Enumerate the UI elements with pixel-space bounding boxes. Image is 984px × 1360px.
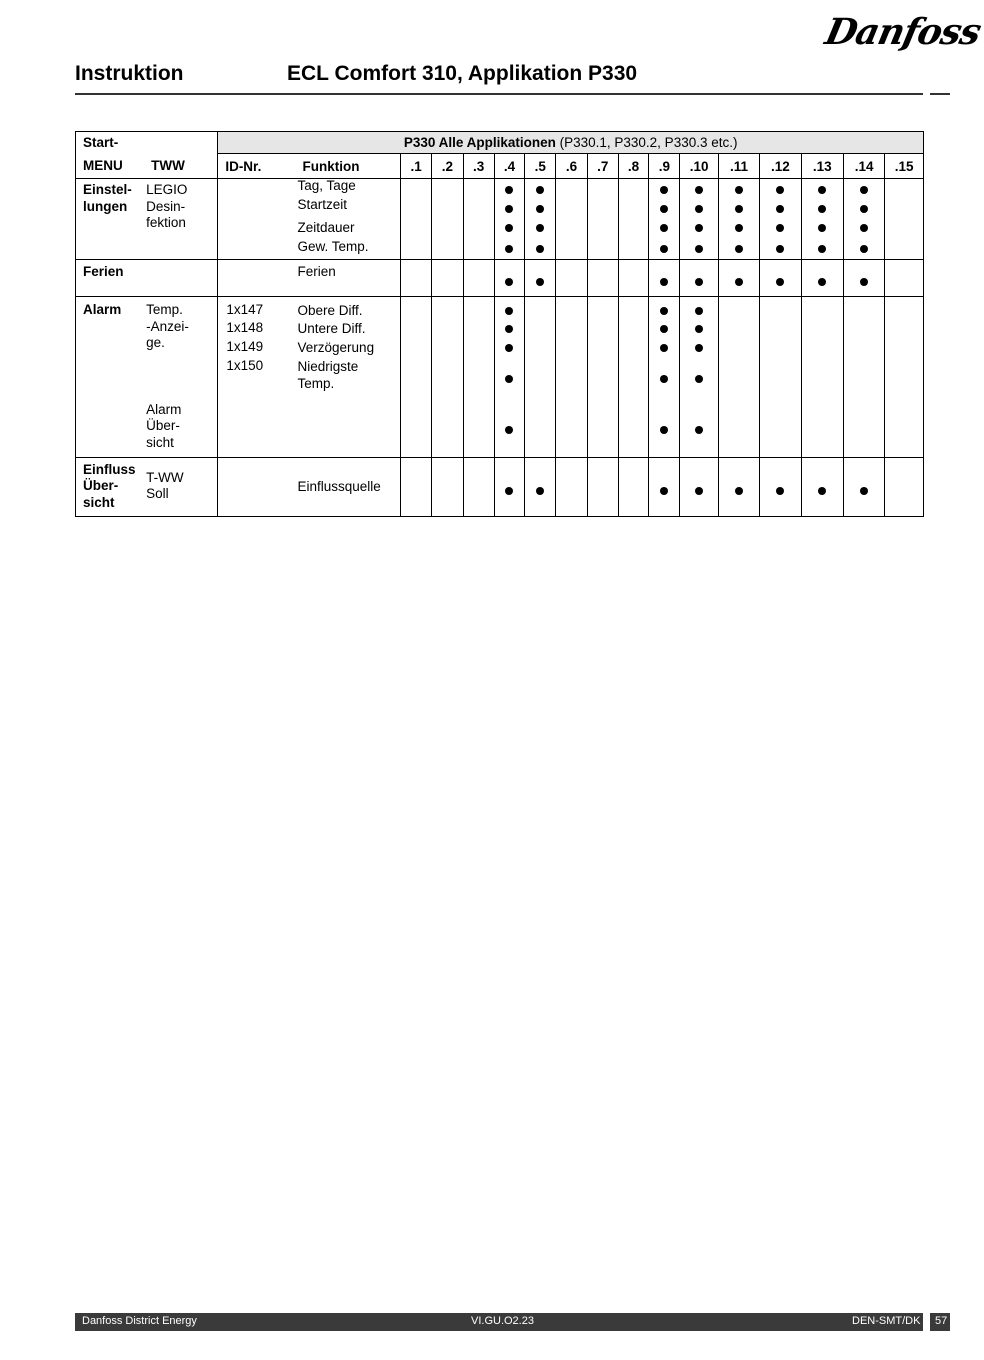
availability-dot <box>776 278 784 286</box>
tww-text: Soll <box>146 486 169 501</box>
availability-cell <box>494 458 524 517</box>
availability-cell <box>525 260 556 297</box>
availability-cell <box>463 179 494 260</box>
id-label: ID-Nr. <box>225 158 262 174</box>
tww-text: Temp. <box>146 302 183 317</box>
funktion-cell <box>296 458 401 517</box>
page-number: 57 <box>935 1315 948 1327</box>
availability-cell <box>843 297 884 458</box>
availability-cell <box>556 260 587 297</box>
start-label: Start- <box>83 135 119 151</box>
col-header: .1 <box>400 154 431 179</box>
funktion-text: Zeitdauer <box>297 220 355 235</box>
col-header: .4 <box>494 154 524 179</box>
p330-header <box>218 132 924 154</box>
start-header <box>76 132 218 154</box>
id-header <box>218 154 296 179</box>
availability-dot <box>505 224 513 232</box>
availability-dot <box>505 375 513 383</box>
availability-dot <box>776 224 784 232</box>
availability-cell <box>400 179 431 260</box>
id-text: 1x150 <box>226 358 264 373</box>
availability-cell <box>463 297 494 458</box>
availability-dot <box>536 224 544 232</box>
col-header: .3 <box>463 154 494 179</box>
id-cell <box>218 260 296 297</box>
availability-cell <box>680 297 718 458</box>
availability-dot <box>695 186 703 194</box>
availability-dot <box>505 307 513 315</box>
availability-cell <box>801 179 843 260</box>
availability-cell <box>587 297 618 458</box>
tww-cell <box>144 297 218 458</box>
availability-cell <box>432 458 463 517</box>
availability-cell <box>885 297 924 458</box>
availability-cell <box>801 458 843 517</box>
availability-cell <box>525 297 556 458</box>
availability-cell <box>494 297 524 458</box>
availability-cell <box>556 458 587 517</box>
availability-dot <box>505 278 513 286</box>
availability-cell <box>680 260 718 297</box>
availability-cell <box>760 179 801 260</box>
availability-cell <box>649 297 680 458</box>
col-header: .11 <box>718 154 759 179</box>
col-header: .6 <box>556 154 587 179</box>
availability-dot <box>818 245 826 253</box>
availability-dot <box>695 375 703 383</box>
availability-dot <box>660 186 668 194</box>
availability-dot <box>695 205 703 213</box>
col-header: .13 <box>801 154 843 179</box>
availability-cell <box>618 179 648 260</box>
availability-cell <box>718 260 759 297</box>
menu-text: Über- <box>83 478 119 493</box>
id-cell <box>218 458 296 517</box>
availability-dot <box>505 487 513 495</box>
availability-cell <box>432 297 463 458</box>
id-text: 1x149 <box>226 339 264 354</box>
availability-dot <box>536 186 544 194</box>
availability-dot <box>735 278 743 286</box>
availability-dot <box>536 205 544 213</box>
availability-dot <box>536 245 544 253</box>
availability-dot <box>660 426 668 434</box>
availability-dot <box>776 245 784 253</box>
tww-cell <box>144 458 218 517</box>
availability-dot <box>505 186 513 194</box>
availability-cell <box>885 260 924 297</box>
availability-cell <box>618 297 648 458</box>
menu-header <box>76 154 145 179</box>
id-text: 1x147 <box>226 302 264 317</box>
table-header-row-2 <box>76 154 924 179</box>
tww-text: fektion <box>146 215 186 230</box>
availability-cell <box>587 458 618 517</box>
menu-text: Einstel- <box>83 182 132 197</box>
availability-dot <box>660 375 668 383</box>
availability-dot <box>505 344 513 352</box>
menu-cell <box>76 458 145 517</box>
availability-dot <box>860 224 868 232</box>
funktion-text: Obere Diff. <box>297 303 363 318</box>
availability-cell <box>400 297 431 458</box>
p330-subtitle: (P330.1, P330.2, P330.3 etc.) <box>555 135 738 150</box>
tww-text: sicht <box>146 435 174 450</box>
page-number-box <box>930 1313 950 1331</box>
availability-dot <box>735 245 743 253</box>
menu-text: Ferien <box>83 264 124 279</box>
availability-dot <box>776 487 784 495</box>
availability-cell <box>587 179 618 260</box>
availability-dot <box>536 487 544 495</box>
availability-cell <box>494 179 524 260</box>
footer-company: Danfoss District Energy <box>82 1315 197 1327</box>
availability-dot <box>660 344 668 352</box>
funktion-header <box>296 154 401 179</box>
funktion-text: Untere Diff. <box>297 321 366 336</box>
footer-doc-code: VI.GU.O2.23 <box>471 1315 534 1327</box>
table-row <box>76 260 924 297</box>
tww-text: Desin- <box>146 199 186 214</box>
availability-cell <box>525 179 556 260</box>
table-header-row-1 <box>76 132 924 154</box>
danfoss-logo: Danfoss <box>821 11 984 53</box>
availability-dot <box>660 325 668 333</box>
availability-cell <box>801 260 843 297</box>
footer-bar <box>75 1313 923 1331</box>
tww-label: TWW <box>151 158 185 174</box>
availability-dot <box>505 245 513 253</box>
availability-dot <box>695 245 703 253</box>
availability-dot <box>660 245 668 253</box>
availability-dot <box>505 325 513 333</box>
availability-cell <box>432 260 463 297</box>
availability-dot <box>735 205 743 213</box>
availability-dot <box>818 186 826 194</box>
col-header: .12 <box>760 154 801 179</box>
availability-dot <box>695 344 703 352</box>
availability-cell <box>843 458 884 517</box>
tww-text: ge. <box>146 335 165 350</box>
availability-cell <box>494 260 524 297</box>
availability-dot <box>818 205 826 213</box>
availability-dot <box>695 278 703 286</box>
availability-dot <box>735 487 743 495</box>
col-header: .15 <box>885 154 924 179</box>
availability-dot <box>660 487 668 495</box>
availability-dot <box>695 224 703 232</box>
header-rule <box>75 93 923 95</box>
menu-text: lungen <box>83 199 128 214</box>
menu-text: Einfluss <box>83 462 136 477</box>
availability-cell <box>525 458 556 517</box>
tww-text: Über- <box>146 418 180 433</box>
availability-dot <box>660 278 668 286</box>
availability-cell <box>843 179 884 260</box>
menu-text: Alarm <box>83 302 122 317</box>
funktion-text: Einflussquelle <box>297 479 381 494</box>
availability-cell <box>760 458 801 517</box>
availability-cell <box>556 297 587 458</box>
id-cell <box>218 179 296 260</box>
availability-cell <box>463 260 494 297</box>
availability-dot <box>660 307 668 315</box>
availability-dot <box>735 224 743 232</box>
funktion-text: Verzögerung <box>297 340 375 355</box>
availability-dot <box>660 205 668 213</box>
availability-cell <box>885 179 924 260</box>
availability-dot <box>818 487 826 495</box>
availability-cell <box>843 260 884 297</box>
tww-text: Alarm <box>146 402 182 417</box>
availability-dot <box>860 245 868 253</box>
funktion-text: Gew. Temp. <box>297 239 369 254</box>
funktion-cell <box>296 297 401 458</box>
availability-dot <box>735 186 743 194</box>
availability-dot <box>695 487 703 495</box>
availability-dot <box>776 205 784 213</box>
availability-cell <box>587 260 618 297</box>
funktion-text: Temp. <box>297 376 335 391</box>
availability-cell <box>718 297 759 458</box>
funktion-label: Funktion <box>302 158 360 174</box>
availability-dot <box>505 205 513 213</box>
availability-dot <box>695 426 703 434</box>
availability-cell <box>718 458 759 517</box>
table-row <box>76 458 924 517</box>
availability-cell <box>801 297 843 458</box>
funktion-text: Niedrigste <box>297 359 359 374</box>
availability-dot <box>695 307 703 315</box>
availability-dot <box>505 426 513 434</box>
menu-cell <box>76 260 145 297</box>
availability-cell <box>649 458 680 517</box>
footer-dept: DEN-SMT/DK <box>852 1315 921 1327</box>
funktion-text: Ferien <box>297 264 336 279</box>
col-header: .8 <box>618 154 648 179</box>
availability-cell <box>463 458 494 517</box>
availability-cell <box>680 179 718 260</box>
tww-text: T-WW <box>146 470 184 485</box>
availability-cell <box>400 260 431 297</box>
section-title: Instruktion <box>75 62 184 85</box>
availability-cell <box>680 458 718 517</box>
availability-dot <box>860 278 868 286</box>
availability-dot <box>695 325 703 333</box>
tww-text: LEGIO <box>146 182 188 197</box>
tww-cell <box>144 179 218 260</box>
col-header: .7 <box>587 154 618 179</box>
availability-cell <box>649 179 680 260</box>
tww-header <box>144 154 218 179</box>
menu-label: MENU <box>83 158 123 174</box>
col-header: .14 <box>843 154 884 179</box>
availability-cell <box>885 458 924 517</box>
id-cell <box>218 297 296 458</box>
col-header: .5 <box>525 154 556 179</box>
availability-dot <box>860 487 868 495</box>
tww-cell <box>144 260 218 297</box>
availability-cell <box>649 260 680 297</box>
table-row <box>76 179 924 260</box>
availability-dot <box>818 224 826 232</box>
availability-cell <box>618 458 648 517</box>
funktion-text: Tag, Tage <box>297 178 356 193</box>
table-row <box>76 297 924 458</box>
funktion-cell <box>296 179 401 260</box>
availability-cell <box>556 179 587 260</box>
tww-text: -Anzei- <box>146 319 189 334</box>
availability-cell <box>400 458 431 517</box>
col-header: .9 <box>649 154 680 179</box>
funktion-text: Startzeit <box>297 197 348 212</box>
col-header: .2 <box>432 154 463 179</box>
availability-cell <box>718 179 759 260</box>
application-table <box>75 131 924 517</box>
page-title: ECL Comfort 310, Applikation P330 <box>287 62 638 85</box>
availability-cell <box>760 260 801 297</box>
availability-dot <box>818 278 826 286</box>
menu-cell <box>76 297 145 458</box>
menu-cell <box>76 179 145 260</box>
availability-dot <box>536 278 544 286</box>
funktion-cell <box>296 260 401 297</box>
p330-title: P330 Alle Applikationen <box>403 135 556 150</box>
id-text: 1x148 <box>226 320 264 335</box>
availability-dot <box>660 224 668 232</box>
menu-text: sicht <box>83 495 115 510</box>
col-header: .10 <box>680 154 718 179</box>
availability-cell <box>760 297 801 458</box>
availability-cell <box>618 260 648 297</box>
availability-cell <box>432 179 463 260</box>
header-rule-right <box>930 93 950 95</box>
availability-dot <box>860 186 868 194</box>
availability-dot <box>776 186 784 194</box>
availability-dot <box>860 205 868 213</box>
